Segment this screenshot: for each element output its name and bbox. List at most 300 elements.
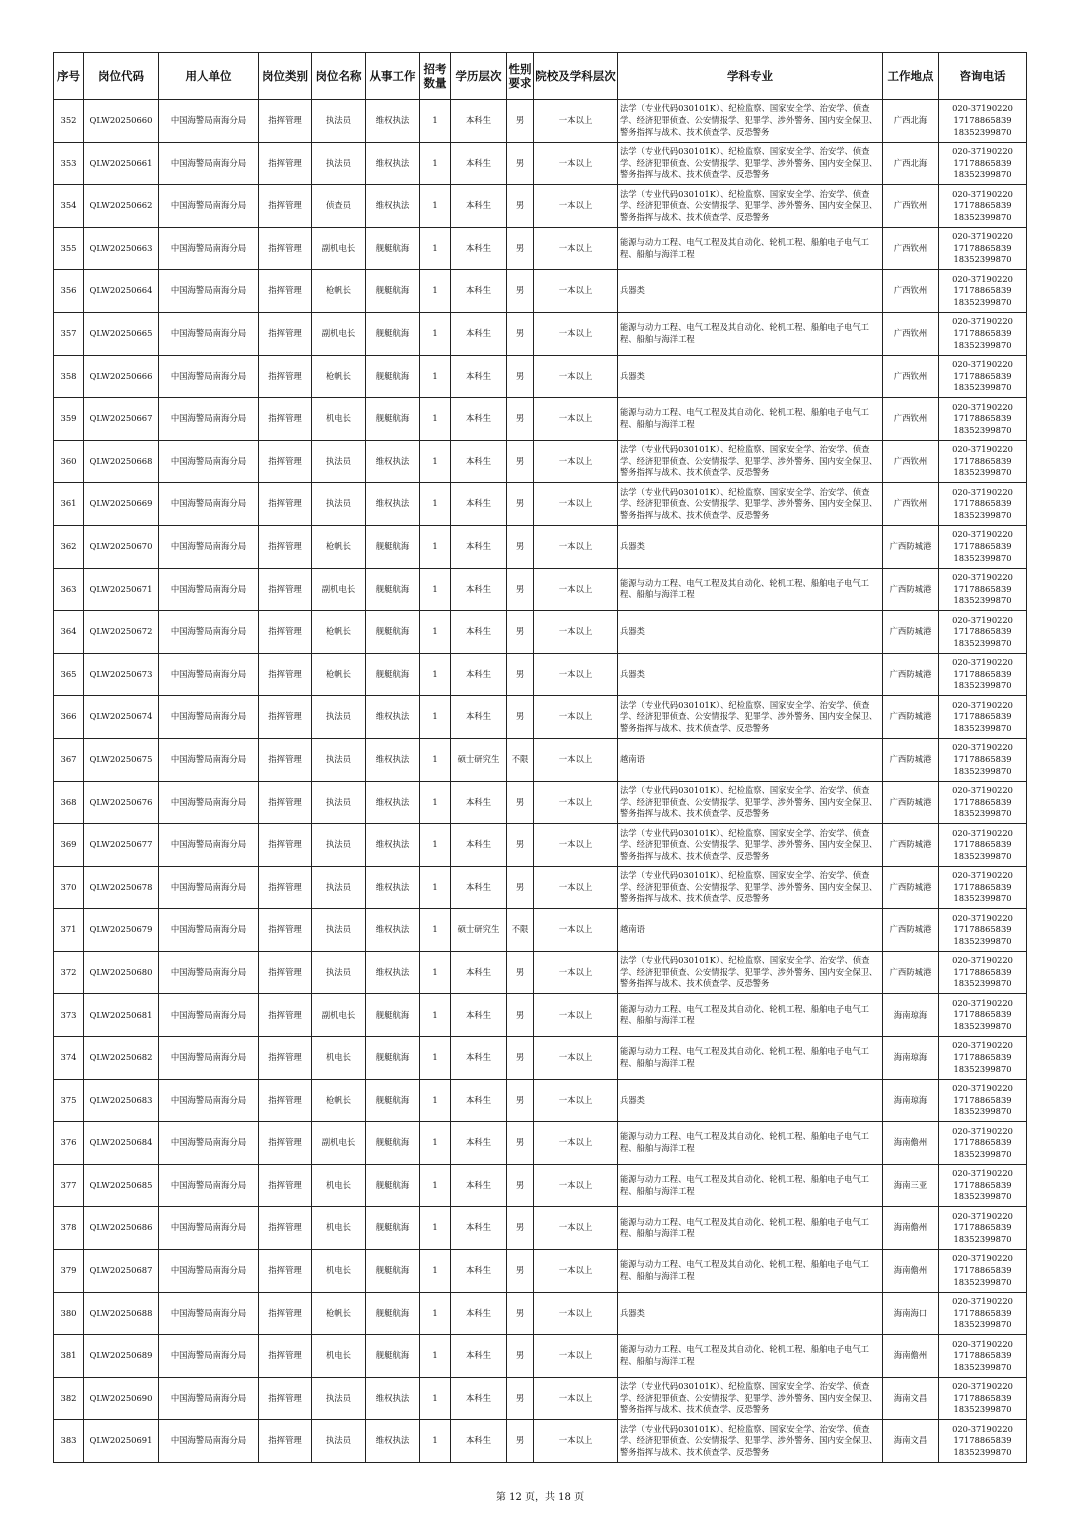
cell-work-type: 维权执法: [366, 100, 420, 143]
phone-number: 17178865839: [953, 1265, 1012, 1276]
cell-education: 本科生: [451, 1250, 507, 1293]
cell-position-code: QLW20250667: [84, 398, 159, 441]
cell-work-type: 维权执法: [366, 483, 420, 526]
table-row: [54, 994, 1027, 1037]
cell-position-name: 机电长: [312, 1250, 366, 1293]
phone-number: 020-37190220: [952, 444, 1013, 455]
phone-number: 18352399870: [953, 126, 1012, 137]
cell-quota: 1: [420, 568, 451, 611]
cell-seq: 371: [54, 909, 84, 952]
table-row: [54, 270, 1027, 313]
cell-work-type: 舰艇航海: [366, 312, 420, 355]
table-row: [54, 142, 1027, 185]
cell-employer: 中国海警局南海分局: [159, 824, 259, 867]
cell-phone: [939, 568, 1027, 611]
cell-gender: 男: [507, 227, 534, 270]
phone-number: 020-37190220: [952, 1125, 1013, 1136]
cell-major: 越南语: [618, 909, 883, 952]
phone-number: 18352399870: [953, 254, 1012, 265]
cell-major: 兵器类: [618, 653, 883, 696]
cell-gender: 男: [507, 653, 534, 696]
cell-employer: 中国海警局南海分局: [159, 738, 259, 781]
cell-seq: 362: [54, 525, 84, 568]
cell-seq: 379: [54, 1250, 84, 1293]
cell-position-category: 指挥管理: [259, 525, 312, 568]
cell-employer: 中国海警局南海分局: [159, 909, 259, 952]
cell-major: 法学（专业代码030101K）、纪检监察、国家安全学、治安学、侦查学、经济犯罪侦查、公安情报学、犯罪学、涉外警务、国内安全保卫、警务指挥与战术、技术侦查学、反恐警务: [618, 1420, 883, 1463]
phone-number: 020-37190220: [952, 486, 1013, 497]
cell-work-type: 维权执法: [366, 696, 420, 739]
cell-seq: 373: [54, 994, 84, 1037]
cell-position-category: 指挥管理: [259, 951, 312, 994]
cell-education: 本科生: [451, 142, 507, 185]
cell-seq: 368: [54, 781, 84, 824]
cell-major: 法学（专业代码030101K）、纪检监察、国家安全学、治安学、侦查学、经济犯罪侦查、公安情报学、犯罪学、涉外警务、国内安全保卫、警务指挥与战术、技术侦查学、反恐警务: [618, 142, 883, 185]
cell-school-level: 一本以上: [534, 994, 618, 1037]
cell-position-name: 枪帆长: [312, 355, 366, 398]
cell-school-level: 一本以上: [534, 440, 618, 483]
phone-number: 17178865839: [953, 200, 1012, 211]
phone-number: 020-37190220: [952, 1083, 1013, 1094]
phone-number: 17178865839: [953, 413, 1012, 424]
cell-position-name: 机电长: [312, 1207, 366, 1250]
cell-phone: [939, 270, 1027, 313]
cell-seq: 354: [54, 185, 84, 228]
cell-education: 本科生: [451, 653, 507, 696]
cell-position-category: 指挥管理: [259, 781, 312, 824]
phone-number: 18352399870: [953, 935, 1012, 946]
cell-location: 海南三亚: [883, 1164, 939, 1207]
table-row: [54, 1164, 1027, 1207]
phone-number: 18352399870: [953, 1276, 1012, 1287]
phone-number: 18352399870: [953, 169, 1012, 180]
cell-gender: 男: [507, 100, 534, 143]
cell-work-type: 舰艇航海: [366, 1122, 420, 1165]
cell-gender: 男: [507, 1250, 534, 1293]
cell-position-name: 枪帆长: [312, 653, 366, 696]
cell-position-name: 枪帆长: [312, 270, 366, 313]
cell-position-name: 执法员: [312, 951, 366, 994]
cell-major: 法学（专业代码030101K）、纪检监察、国家安全学、治安学、侦查学、经济犯罪侦查、公安情报学、犯罪学、涉外警务、国内安全保卫、警务指挥与战术、技术侦查学、反恐警务: [618, 185, 883, 228]
cell-phone: [939, 1335, 1027, 1378]
cell-employer: 中国海警局南海分局: [159, 568, 259, 611]
cell-major: 越南语: [618, 738, 883, 781]
phone-number: 17178865839: [953, 1392, 1012, 1403]
cell-position-name: 机电长: [312, 1037, 366, 1080]
cell-location: 广西防城港: [883, 951, 939, 994]
cell-location: 广西钦州: [883, 398, 939, 441]
cell-position-code: QLW20250684: [84, 1122, 159, 1165]
cell-position-code: QLW20250680: [84, 951, 159, 994]
phone-number: 17178865839: [953, 285, 1012, 296]
cell-major: 法学（专业代码030101K）、纪检监察、国家安全学、治安学、侦查学、经济犯罪侦查、公安情报学、犯罪学、涉外警务、国内安全保卫、警务指挥与战术、技术侦查学、反恐警务: [618, 781, 883, 824]
cell-location: 广西防城港: [883, 568, 939, 611]
phone-number: 18352399870: [953, 595, 1012, 606]
header-col-school-level: 院校及学科层次: [534, 53, 618, 100]
cell-gender: 男: [507, 398, 534, 441]
cell-education: 本科生: [451, 312, 507, 355]
cell-major: 法学（专业代码030101K）、纪检监察、国家安全学、治安学、侦查学、经济犯罪侦查、公安情报学、犯罪学、涉外警务、国内安全保卫、警务指挥与战术、技术侦查学、反恐警务: [618, 866, 883, 909]
cell-work-type: 舰艇航海: [366, 270, 420, 313]
cell-quota: 1: [420, 696, 451, 739]
cell-location: 海南儋州: [883, 1122, 939, 1165]
cell-phone: [939, 440, 1027, 483]
cell-school-level: 一本以上: [534, 1377, 618, 1420]
cell-position-name: 执法员: [312, 909, 366, 952]
cell-work-type: 舰艇航海: [366, 1079, 420, 1122]
cell-position-code: QLW20250661: [84, 142, 159, 185]
cell-quota: 1: [420, 312, 451, 355]
phone-number: 020-37190220: [952, 231, 1013, 242]
cell-seq: 376: [54, 1122, 84, 1165]
cell-work-type: 维权执法: [366, 781, 420, 824]
cell-gender: 男: [507, 525, 534, 568]
cell-employer: 中国海警局南海分局: [159, 1335, 259, 1378]
table-row: [54, 483, 1027, 526]
cell-employer: 中国海警局南海分局: [159, 1250, 259, 1293]
cell-position-name: 执法员: [312, 866, 366, 909]
table-row: [54, 951, 1027, 994]
cell-position-code: QLW20250662: [84, 185, 159, 228]
cell-education: 本科生: [451, 611, 507, 654]
cell-seq: 363: [54, 568, 84, 611]
phone-number: 17178865839: [953, 924, 1012, 935]
recruitment-table-container: [53, 52, 1026, 1463]
cell-seq: 370: [54, 866, 84, 909]
cell-work-type: 维权执法: [366, 738, 420, 781]
cell-phone: [939, 1292, 1027, 1335]
cell-location: 海南儋州: [883, 1250, 939, 1293]
recruitment-table: [53, 52, 1027, 1463]
cell-school-level: 一本以上: [534, 611, 618, 654]
cell-education: 本科生: [451, 270, 507, 313]
phone-number: 18352399870: [953, 765, 1012, 776]
cell-education: 本科生: [451, 100, 507, 143]
cell-gender: 男: [507, 1420, 534, 1463]
cell-location: 广西防城港: [883, 866, 939, 909]
cell-gender: 男: [507, 1207, 534, 1250]
phone-number: 020-37190220: [952, 657, 1013, 668]
phone-number: 020-37190220: [952, 1040, 1013, 1051]
cell-position-name: 执法员: [312, 483, 366, 526]
cell-school-level: 一本以上: [534, 1420, 618, 1463]
cell-work-type: 舰艇航海: [366, 611, 420, 654]
cell-position-category: 指挥管理: [259, 611, 312, 654]
cell-school-level: 一本以上: [534, 866, 618, 909]
cell-employer: 中国海警局南海分局: [159, 142, 259, 185]
phone-number: 020-37190220: [952, 358, 1013, 369]
cell-employer: 中国海警局南海分局: [159, 312, 259, 355]
cell-position-name: 执法员: [312, 440, 366, 483]
cell-work-type: 舰艇航海: [366, 1037, 420, 1080]
cell-quota: 1: [420, 1037, 451, 1080]
phone-number: 020-37190220: [952, 1296, 1013, 1307]
cell-employer: 中国海警局南海分局: [159, 653, 259, 696]
phone-number: 17178865839: [953, 1435, 1012, 1446]
cell-employer: 中国海警局南海分局: [159, 1079, 259, 1122]
phone-number: 17178865839: [953, 1350, 1012, 1361]
table-row: [54, 1207, 1027, 1250]
phone-number: 020-37190220: [952, 103, 1013, 114]
cell-quota: 1: [420, 1420, 451, 1463]
cell-work-type: 舰艇航海: [366, 227, 420, 270]
cell-major: 法学（专业代码030101K）、纪检监察、国家安全学、治安学、侦查学、经济犯罪侦查、公安情报学、犯罪学、涉外警务、国内安全保卫、警务指挥与战术、技术侦查学、反恐警务: [618, 483, 883, 526]
cell-employer: 中国海警局南海分局: [159, 1122, 259, 1165]
cell-education: 硕士研究生: [451, 738, 507, 781]
phone-number: 020-37190220: [952, 146, 1013, 156]
cell-location: 海南儋州: [883, 1207, 939, 1250]
table-row: [54, 1079, 1027, 1122]
cell-employer: 中国海警局南海分局: [159, 483, 259, 526]
cell-phone: [939, 1377, 1027, 1420]
cell-school-level: 一本以上: [534, 142, 618, 185]
table-row: [54, 653, 1027, 696]
cell-major: 兵器类: [618, 1292, 883, 1335]
cell-phone: [939, 483, 1027, 526]
cell-location: 广西防城港: [883, 738, 939, 781]
cell-employer: 中国海警局南海分局: [159, 696, 259, 739]
cell-position-name: 枪帆长: [312, 611, 366, 654]
cell-school-level: 一本以上: [534, 185, 618, 228]
cell-education: 本科生: [451, 1037, 507, 1080]
table-row: [54, 824, 1027, 867]
cell-position-category: 指挥管理: [259, 1377, 312, 1420]
table-row: [54, 1420, 1027, 1463]
cell-quota: 1: [420, 483, 451, 526]
cell-employer: 中国海警局南海分局: [159, 611, 259, 654]
phone-number: 18352399870: [953, 1148, 1012, 1159]
cell-position-name: 侦查员: [312, 185, 366, 228]
table-row: [54, 1377, 1027, 1420]
cell-school-level: 一本以上: [534, 653, 618, 696]
cell-school-level: 一本以上: [534, 738, 618, 781]
cell-school-level: 一本以上: [534, 1079, 618, 1122]
cell-position-category: 指挥管理: [259, 1335, 312, 1378]
phone-number: 17178865839: [953, 455, 1012, 466]
cell-quota: 1: [420, 1377, 451, 1420]
phone-number: 020-37190220: [952, 1210, 1013, 1221]
cell-major: 兵器类: [618, 270, 883, 313]
cell-location: 广西钦州: [883, 185, 939, 228]
cell-seq: 369: [54, 824, 84, 867]
cell-work-type: 维权执法: [366, 951, 420, 994]
cell-position-code: QLW20250668: [84, 440, 159, 483]
cell-employer: 中国海警局南海分局: [159, 1420, 259, 1463]
cell-employer: 中国海警局南海分局: [159, 866, 259, 909]
cell-school-level: 一本以上: [534, 1122, 618, 1165]
cell-quota: 1: [420, 1292, 451, 1335]
cell-position-name: 执法员: [312, 100, 366, 143]
cell-quota: 1: [420, 994, 451, 1037]
cell-phone: [939, 866, 1027, 909]
cell-education: 本科生: [451, 1292, 507, 1335]
cell-position-code: QLW20250688: [84, 1292, 159, 1335]
cell-school-level: 一本以上: [534, 525, 618, 568]
page-number: 第 12 页，共 18 页: [495, 1492, 585, 1503]
cell-gender: 男: [507, 824, 534, 867]
table-row: [54, 1122, 1027, 1165]
cell-seq: 381: [54, 1335, 84, 1378]
cell-location: 广西钦州: [883, 270, 939, 313]
cell-location: 海南文昌: [883, 1420, 939, 1463]
phone-number: 020-37190220: [952, 571, 1013, 582]
table-row: [54, 227, 1027, 270]
cell-phone: [939, 312, 1027, 355]
cell-school-level: 一本以上: [534, 1207, 618, 1250]
cell-quota: 1: [420, 781, 451, 824]
header-col-position-name: 岗位名称: [312, 53, 366, 100]
cell-position-name: 执法员: [312, 781, 366, 824]
cell-position-name: 副机电长: [312, 1122, 366, 1165]
cell-employer: 中国海警局南海分局: [159, 227, 259, 270]
cell-gender: 男: [507, 781, 534, 824]
table-row: [54, 440, 1027, 483]
cell-major: 法学（专业代码030101K）、纪检监察、国家安全学、治安学、侦查学、经济犯罪侦查、公安情报学、犯罪学、涉外警务、国内安全保卫、警务指挥与战术、技术侦查学、反恐警务: [618, 696, 883, 739]
phone-number: 17178865839: [953, 966, 1012, 977]
phone-number: 020-37190220: [952, 1423, 1013, 1434]
cell-gender: 不限: [507, 738, 534, 781]
cell-position-name: 枪帆长: [312, 1292, 366, 1335]
cell-gender: 男: [507, 568, 534, 611]
cell-quota: 1: [420, 398, 451, 441]
cell-school-level: 一本以上: [534, 951, 618, 994]
cell-gender: 男: [507, 1122, 534, 1165]
cell-location: 广西防城港: [883, 824, 939, 867]
cell-phone: [939, 994, 1027, 1037]
table-row: [54, 1292, 1027, 1335]
cell-work-type: 维权执法: [366, 909, 420, 952]
phone-number: 17178865839: [953, 1009, 1012, 1020]
cell-work-type: 舰艇航海: [366, 568, 420, 611]
cell-position-name: 执法员: [312, 1420, 366, 1463]
cell-position-code: QLW20250677: [84, 824, 159, 867]
cell-quota: 1: [420, 1164, 451, 1207]
cell-seq: 360: [54, 440, 84, 483]
cell-gender: 男: [507, 1079, 534, 1122]
cell-position-category: 指挥管理: [259, 1420, 312, 1463]
cell-phone: [939, 185, 1027, 228]
phone-number: 18352399870: [953, 1447, 1012, 1457]
cell-position-category: 指挥管理: [259, 1079, 312, 1122]
cell-seq: 377: [54, 1164, 84, 1207]
cell-phone: [939, 696, 1027, 739]
cell-position-code: QLW20250691: [84, 1420, 159, 1463]
phone-number: 18352399870: [953, 296, 1012, 307]
cell-seq: 361: [54, 483, 84, 526]
cell-employer: 中国海警局南海分局: [159, 440, 259, 483]
phone-number: 18352399870: [953, 722, 1012, 733]
phone-number: 17178865839: [953, 157, 1012, 168]
cell-school-level: 一本以上: [534, 1164, 618, 1207]
cell-quota: 1: [420, 1335, 451, 1378]
cell-gender: 男: [507, 951, 534, 994]
cell-education: 本科生: [451, 824, 507, 867]
cell-school-level: 一本以上: [534, 227, 618, 270]
phone-number: 18352399870: [953, 509, 1012, 520]
cell-quota: 1: [420, 100, 451, 143]
cell-major: 兵器类: [618, 355, 883, 398]
cell-gender: 男: [507, 696, 534, 739]
cell-work-type: 舰艇航海: [366, 1250, 420, 1293]
cell-quota: 1: [420, 1207, 451, 1250]
cell-position-code: QLW20250690: [84, 1377, 159, 1420]
cell-work-type: 舰艇航海: [366, 1335, 420, 1378]
cell-quota: 1: [420, 440, 451, 483]
phone-number: 18352399870: [953, 382, 1012, 393]
cell-phone: [939, 1079, 1027, 1122]
cell-position-code: QLW20250685: [84, 1164, 159, 1207]
cell-seq: 382: [54, 1377, 84, 1420]
phone-number: 020-37190220: [952, 784, 1013, 795]
phone-number: 020-37190220: [952, 699, 1013, 710]
cell-position-code: QLW20250670: [84, 525, 159, 568]
cell-position-code: QLW20250686: [84, 1207, 159, 1250]
table-row: [54, 185, 1027, 228]
cell-position-name: 枪帆长: [312, 525, 366, 568]
cell-phone: [939, 1420, 1027, 1463]
phone-number: 18352399870: [953, 850, 1012, 861]
phone-number: 020-37190220: [952, 870, 1013, 881]
cell-gender: 男: [507, 483, 534, 526]
cell-seq: 383: [54, 1420, 84, 1463]
cell-phone: [939, 100, 1027, 143]
cell-education: 本科生: [451, 1207, 507, 1250]
cell-work-type: 维权执法: [366, 824, 420, 867]
phone-number: 18352399870: [953, 1021, 1012, 1032]
phone-number: 020-37190220: [952, 614, 1013, 625]
cell-employer: 中国海警局南海分局: [159, 1037, 259, 1080]
cell-quota: 1: [420, 738, 451, 781]
cell-position-code: QLW20250671: [84, 568, 159, 611]
table-header: [54, 53, 1027, 100]
phone-number: 18352399870: [953, 339, 1012, 350]
cell-employer: 中国海警局南海分局: [159, 994, 259, 1037]
phone-number: 18352399870: [953, 424, 1012, 435]
phone-number: 020-37190220: [952, 1168, 1013, 1179]
cell-position-category: 指挥管理: [259, 100, 312, 143]
cell-gender: 男: [507, 1164, 534, 1207]
cell-position-name: 执法员: [312, 824, 366, 867]
cell-position-code: QLW20250666: [84, 355, 159, 398]
phone-number: 17178865839: [953, 1222, 1012, 1233]
table-row: [54, 909, 1027, 952]
cell-seq: 366: [54, 696, 84, 739]
cell-major: 能源与动力工程、电气工程及其自动化、轮机工程、船舶电子电气工程、船舶与海洋工程: [618, 227, 883, 270]
cell-quota: 1: [420, 270, 451, 313]
cell-employer: 中国海警局南海分局: [159, 100, 259, 143]
cell-school-level: 一本以上: [534, 483, 618, 526]
cell-location: 海南海口: [883, 1292, 939, 1335]
phone-number: 18352399870: [953, 893, 1012, 904]
cell-quota: 1: [420, 1079, 451, 1122]
cell-education: 本科生: [451, 525, 507, 568]
cell-position-code: QLW20250674: [84, 696, 159, 739]
cell-location: 海南儋州: [883, 1335, 939, 1378]
table-row: [54, 696, 1027, 739]
phone-number: 18352399870: [953, 467, 1012, 478]
table-row: [54, 611, 1027, 654]
cell-seq: 365: [54, 653, 84, 696]
cell-position-name: 机电长: [312, 398, 366, 441]
cell-quota: 1: [420, 355, 451, 398]
header-col-gender: 性别要求: [507, 53, 534, 100]
cell-location: 广西防城港: [883, 781, 939, 824]
phone-number: 17178865839: [953, 1137, 1012, 1148]
cell-school-level: 一本以上: [534, 568, 618, 611]
phone-number: 18352399870: [953, 637, 1012, 648]
cell-major: 法学（专业代码030101K）、纪检监察、国家安全学、治安学、侦查学、经济犯罪侦查、公安情报学、犯罪学、涉外警务、国内安全保卫、警务指挥与战术、技术侦查学、反恐警务: [618, 1377, 883, 1420]
table-header-row: [54, 53, 1027, 100]
